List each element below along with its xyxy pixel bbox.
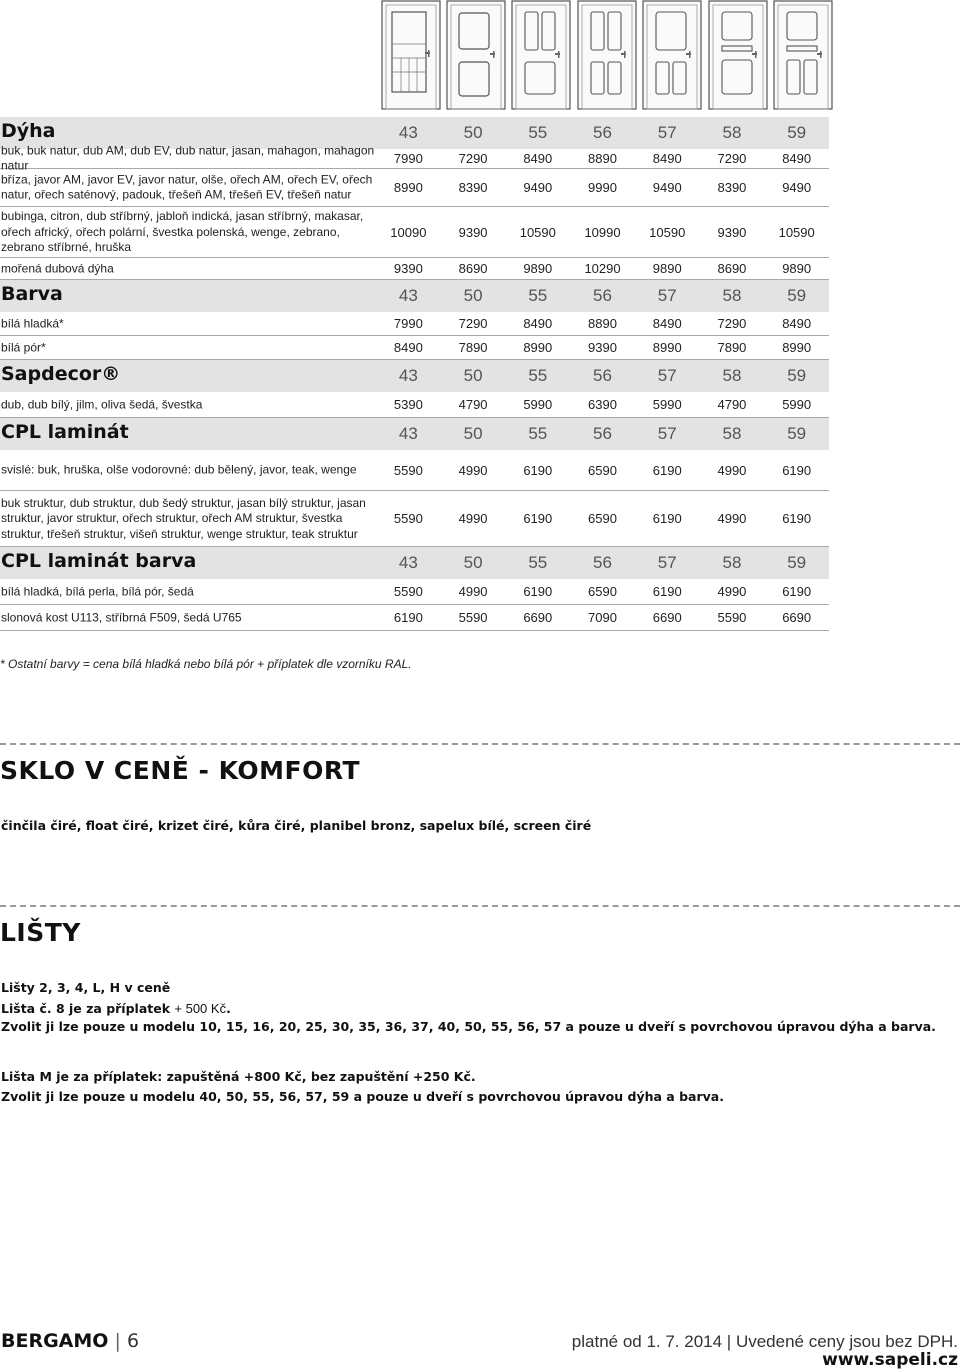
- section-title: Barva: [1, 283, 63, 305]
- price-cell: 5990: [652, 397, 682, 412]
- price-cell: 5590: [393, 462, 423, 478]
- table-row: [0, 258, 829, 280]
- price-cells: [376, 169, 829, 206]
- molding-8-price: + 500 Kč: [174, 1001, 227, 1016]
- price-cell: 8490: [523, 151, 553, 166]
- model-column-header: 58: [722, 553, 742, 572]
- price-cell: 9990: [588, 180, 617, 195]
- model-column-header: 58: [722, 286, 742, 305]
- model-column-header: 43: [398, 286, 418, 305]
- price-cell: 8890: [588, 151, 617, 166]
- price-cell: 8490: [782, 316, 812, 331]
- model-column-header: 57: [657, 424, 677, 443]
- price-cell: 6190: [523, 511, 553, 526]
- model-column-header: 43: [398, 424, 418, 443]
- validity-note: platné od 1. 7. 2014 | Uvedené ceny jsou bez DPH.: [571, 1332, 958, 1351]
- price-cell: 5590: [393, 584, 423, 599]
- price-cell: 6190: [652, 462, 682, 478]
- molding-8-surcharge-text: [1, 1001, 231, 1016]
- price-cell: 6590: [588, 511, 617, 526]
- model-column-header: 56: [593, 286, 612, 305]
- model-column-header: 59: [787, 286, 807, 305]
- price-cells: [376, 336, 829, 359]
- model-columns: [376, 547, 829, 579]
- price-cell: 10590: [778, 224, 815, 240]
- section-header: [0, 547, 829, 579]
- door-56-icon: [577, 0, 637, 110]
- table-row: [0, 336, 829, 360]
- model-column-header: 56: [593, 366, 612, 385]
- price-cell: 10290: [584, 261, 621, 276]
- brand-separator: |: [114, 1330, 121, 1352]
- section-divider: [0, 905, 960, 907]
- footer-brand: [1, 1330, 139, 1352]
- price-cell: 9490: [652, 180, 682, 195]
- model-column-header: 58: [722, 424, 742, 443]
- section-header: [0, 280, 829, 312]
- material-label: bílá hladká*: [1, 315, 64, 330]
- section-title: CPL laminát: [1, 421, 129, 443]
- price-cell: 9890: [652, 261, 682, 276]
- model-column-header: 55: [528, 286, 548, 305]
- section-title: Dýha: [1, 120, 56, 142]
- price-cell: 7990: [393, 316, 423, 331]
- material-label: slonová kost U113, stříbrná F509, šedá U765: [1, 609, 242, 624]
- price-cell: 7290: [717, 316, 747, 331]
- model-column-header: 50: [463, 424, 483, 443]
- price-cells: [376, 491, 829, 546]
- price-cell: 8490: [523, 316, 553, 331]
- table-row: [0, 392, 829, 418]
- model-columns: [376, 117, 829, 149]
- model-columns: [376, 360, 829, 392]
- price-cell: 8490: [393, 340, 423, 355]
- price-table: [0, 117, 829, 631]
- price-cell: 9390: [588, 340, 617, 355]
- table-row: [0, 169, 829, 207]
- section-divider: [0, 743, 960, 745]
- price-cell: 6190: [523, 584, 553, 599]
- price-cell: 7090: [588, 610, 617, 625]
- price-cell: 9390: [458, 224, 488, 240]
- price-cell: 6190: [652, 511, 682, 526]
- price-cell: 4990: [458, 462, 488, 478]
- price-cell: 10590: [649, 224, 686, 240]
- model-column-header: 56: [593, 553, 612, 572]
- price-cell: 9890: [782, 261, 812, 276]
- website-link[interactable]: www.sapeli.cz: [822, 1350, 958, 1370]
- door-43-icon: [381, 0, 441, 110]
- price-cell: 8390: [458, 180, 488, 195]
- price-cell: 4990: [717, 462, 747, 478]
- material-label: bubinga, citron, dub stříbrný, jabloň indická, jasan stříbrný, makasar, ořech africký, ořech polární, švestka polenská, wenge, zebrano, zebrano stříbrné, hruška: [1, 208, 364, 254]
- price-cell: 8990: [523, 340, 553, 355]
- table-row: [0, 491, 829, 547]
- price-cells: [376, 207, 829, 257]
- model-column-header: 43: [398, 553, 418, 572]
- price-cell: 10990: [584, 224, 621, 240]
- molding-8-models-text: Zvolit ji lze pouze u modelu 10, 15, 16, 20, 25, 30, 35, 36, 37, 40, 50, 55, 56, 57 a pouze u dveří s povrchovou úpravou dýha a barva.: [1, 1019, 936, 1034]
- price-cells: [376, 450, 829, 490]
- table-row: [0, 143, 829, 173]
- price-cell: 6390: [588, 397, 617, 412]
- price-cell: 7290: [717, 151, 747, 166]
- model-column-header: 50: [463, 366, 483, 385]
- price-cells: [376, 149, 829, 168]
- footnote: * Ostatní barvy = cena bílá hladká nebo bílá pór + příplatek dle vzorníku RAL.: [0, 657, 412, 671]
- table-row: [0, 312, 829, 336]
- door-50-icon: [446, 0, 506, 110]
- section-header: [0, 360, 829, 392]
- model-column-header: 50: [463, 553, 483, 572]
- material-label: svislé: buk, hruška, olše vodorovné: dub bělený, javor, teak, wenge: [1, 462, 357, 477]
- model-column-header: 59: [787, 424, 807, 443]
- price-cell: 4790: [458, 397, 488, 412]
- price-cell: 6690: [782, 610, 812, 625]
- price-cells: [376, 579, 829, 604]
- model-column-header: 55: [528, 424, 548, 443]
- model-column-header: 43: [398, 123, 418, 142]
- price-cell: 5990: [782, 397, 812, 412]
- price-cell: 8390: [717, 180, 747, 195]
- price-cell: 8490: [652, 316, 682, 331]
- price-cell: 8890: [588, 316, 617, 331]
- price-cell: 5590: [458, 610, 488, 625]
- price-cell: 8690: [717, 261, 747, 276]
- model-column-header: 59: [787, 123, 807, 142]
- model-column-header: 56: [593, 123, 612, 142]
- price-cells: [376, 258, 829, 279]
- model-column-header: 57: [657, 286, 677, 305]
- model-column-header: 55: [528, 366, 548, 385]
- model-column-header: 59: [787, 553, 807, 572]
- model-columns: [376, 418, 829, 450]
- price-cell: 4990: [717, 511, 747, 526]
- section-title: CPL laminát barva: [1, 550, 197, 572]
- model-column-header: 57: [657, 366, 677, 385]
- material-label: bílá pór*: [1, 339, 46, 354]
- price-cell: 7890: [717, 340, 747, 355]
- price-cell: 10090: [390, 224, 427, 240]
- price-cell: 8990: [782, 340, 812, 355]
- model-column-header: 58: [722, 366, 742, 385]
- price-cell: 4990: [717, 584, 747, 599]
- door-57-icon: [642, 0, 702, 110]
- door-55-icon: [511, 0, 571, 110]
- molding-m-models-text: Zvolit ji lze pouze u modelu 40, 50, 55, 56, 57, 59 a pouze u dveří s povrchovou úpravou dýha a barva.: [1, 1089, 724, 1104]
- glass-heading: SKLO V CENĚ - KOMFORT: [0, 756, 361, 785]
- price-cell: 4790: [717, 397, 747, 412]
- price-cell: 6190: [523, 462, 553, 478]
- page-number: 6: [126, 1330, 140, 1352]
- price-cell: 7290: [458, 151, 488, 166]
- model-column-header: 58: [722, 123, 742, 142]
- price-cells: [376, 392, 829, 417]
- moldings-included-text: Lišty 2, 3, 4, L, H v ceně: [1, 980, 171, 995]
- price-cell: 9490: [782, 180, 812, 195]
- price-cell: 6690: [523, 610, 553, 625]
- section-header: [0, 418, 829, 450]
- model-column-header: 55: [528, 123, 548, 142]
- moldings-heading: LIŠTY: [0, 918, 81, 947]
- price-cell: 8990: [393, 180, 423, 195]
- section-title: Sapdecor®: [1, 363, 121, 385]
- price-cell: 5590: [393, 511, 423, 526]
- price-cell: 6590: [588, 462, 617, 478]
- door-models-strip: [381, 0, 829, 112]
- price-cell: 6190: [393, 610, 423, 625]
- price-cell: 6190: [782, 462, 812, 478]
- price-cell: 7290: [458, 316, 488, 331]
- price-cell: 8490: [782, 151, 812, 166]
- model-column-header: 50: [463, 286, 483, 305]
- table-row: [0, 605, 829, 631]
- price-cells: [376, 605, 829, 630]
- molding-m-surcharge-text: Lišta M je za příplatek: zapuštěná +800 Kč, bez zapuštění +250 Kč.: [1, 1069, 476, 1084]
- price-cell: 4990: [458, 584, 488, 599]
- price-cell: 5990: [523, 397, 553, 412]
- price-cell: 5590: [717, 610, 747, 625]
- brand-name: BERGAMO: [1, 1330, 109, 1352]
- material-label: bříza, javor AM, javor EV, javor natur, olše, ořech AM, ořech EV, ořech natur, ořech saténový, padouk, třešeň AM, třešeň EV, třešeň natur: [1, 172, 373, 202]
- price-cell: 6590: [588, 584, 617, 599]
- door-59-icon: [773, 0, 833, 110]
- material-label: bílá hladká, bílá perla, bílá pór, šedá: [1, 583, 194, 598]
- model-column-header: 56: [593, 424, 612, 443]
- price-cell: 6190: [782, 584, 812, 599]
- price-cells: [376, 312, 829, 335]
- model-columns: [376, 280, 829, 312]
- price-cell: 6690: [652, 610, 682, 625]
- material-label: dub, dub bílý, jilm, oliva šedá, švestka: [1, 396, 203, 411]
- price-cell: 10590: [519, 224, 556, 240]
- model-column-header: 59: [787, 366, 807, 385]
- material-label: buk, buk natur, dub AM, dub EV, dub natur, jasan, mahagon, mahagon natur: [1, 143, 375, 173]
- model-column-header: 57: [657, 123, 677, 142]
- price-cell: 9390: [717, 224, 747, 240]
- table-row: [0, 207, 829, 258]
- model-column-header: 55: [528, 553, 548, 572]
- price-cell: 7990: [393, 151, 423, 166]
- material-label: mořená dubová dýha: [1, 260, 114, 275]
- model-column-header: 57: [657, 553, 677, 572]
- table-row: [0, 450, 829, 491]
- price-cell: 6190: [782, 511, 812, 526]
- price-cell: 5390: [393, 397, 423, 412]
- model-column-header: 43: [398, 366, 418, 385]
- material-label: buk struktur, dub struktur, dub šedý struktur, jasan bílý struktur, jasan struktur, javor struktur, ořech struktur, ořech AM struktur, švestka struktur, třešeň struktur, višeň struktur, wenge struktur, teak struktur: [1, 495, 366, 541]
- model-column-header: 50: [463, 123, 483, 142]
- molding-8-label: Lišta č. 8 je za příplatek: [1, 1001, 171, 1016]
- table-row: [0, 579, 829, 605]
- price-cell: 8490: [652, 151, 682, 166]
- price-cell: 6190: [652, 584, 682, 599]
- price-cell: 9390: [393, 261, 423, 276]
- molding-8-period: .: [226, 1001, 231, 1016]
- price-cell: 7890: [458, 340, 488, 355]
- door-58-icon: [708, 0, 768, 110]
- price-cell: 8690: [458, 261, 488, 276]
- price-cell: 9490: [523, 180, 553, 195]
- price-cell: 4990: [458, 511, 488, 526]
- price-cell: 8990: [652, 340, 682, 355]
- glass-options-text: činčila čiré, float čiré, krizet čiré, kůra čiré, planibel bronz, sapelux bílé, screen čiré: [1, 818, 592, 833]
- price-cell: 9890: [523, 261, 553, 276]
